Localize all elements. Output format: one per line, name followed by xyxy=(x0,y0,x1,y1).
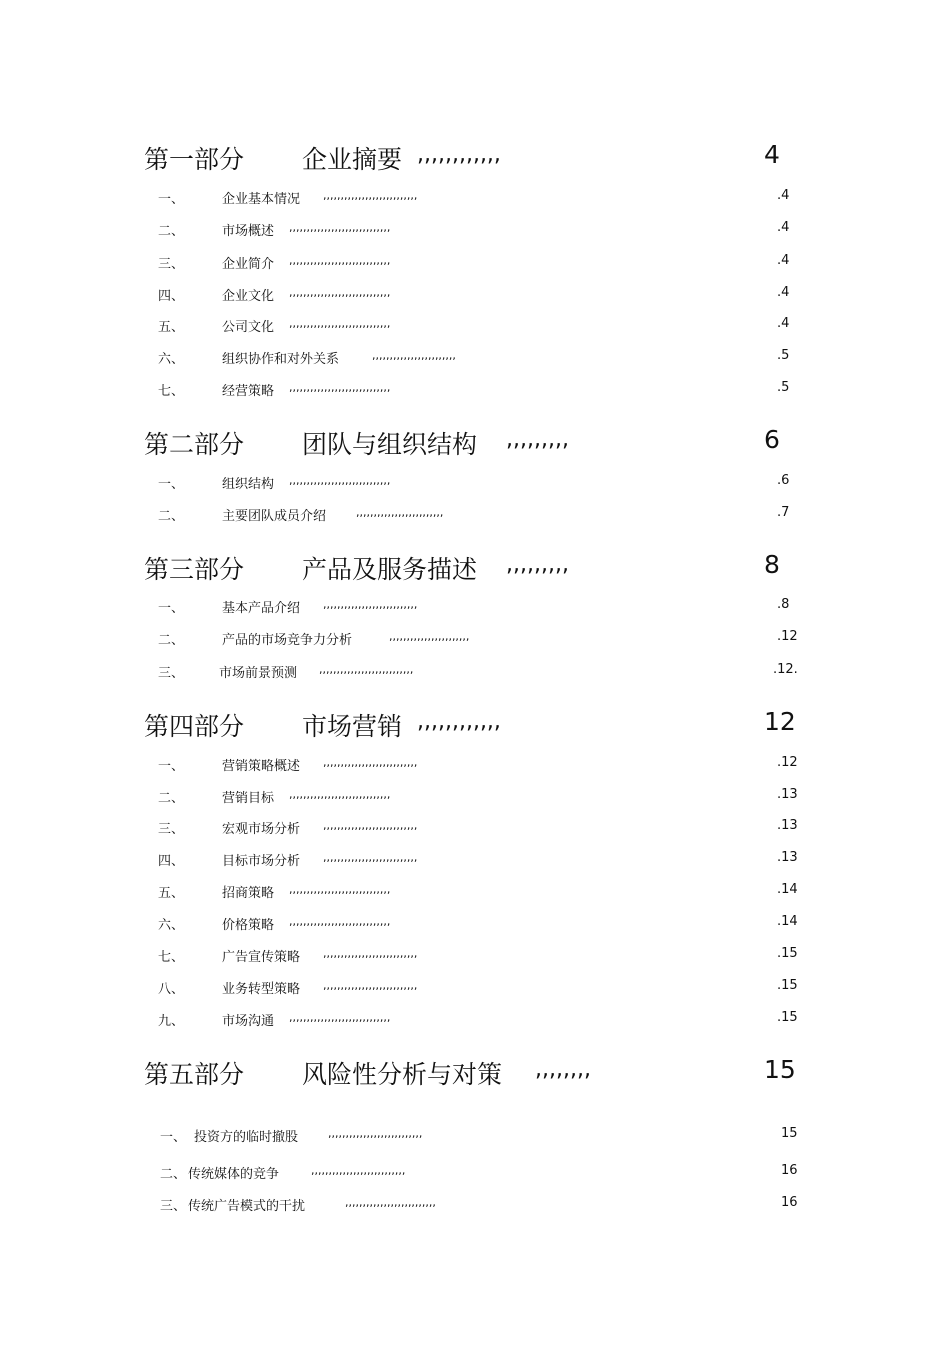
item-page-number: .4 xyxy=(777,253,790,268)
item-leader-dots: ,,,,,,,,,,,,,,,,,,,,,,,,,,,,, xyxy=(289,915,391,928)
toc-item xyxy=(0,914,950,932)
toc-section-4 xyxy=(0,707,950,739)
item-leader-dots: ,,,,,,,,,,,,,,,,,,,,,,,,,,,,, xyxy=(289,381,391,394)
item-number: 七、 xyxy=(158,950,185,965)
item-number: 一、 xyxy=(158,759,185,774)
toc-item xyxy=(0,380,950,398)
item-title: 企业简介 xyxy=(222,257,275,272)
item-title: 营销策略概述 xyxy=(222,759,301,774)
item-number: 一、 xyxy=(158,477,185,492)
item-number: 二、 xyxy=(158,633,185,648)
toc-item xyxy=(0,285,950,303)
item-page-number: .12. xyxy=(773,662,798,677)
item-leader-dots: ,,,,,,,,,,,,,,,,,,,,,,,,,,, xyxy=(323,819,418,832)
item-title: 传统广告模式的干扰 xyxy=(188,1199,306,1214)
toc-item xyxy=(0,755,950,773)
section-part: 第一部分 xyxy=(144,145,245,174)
item-title: 组织协作和对外关系 xyxy=(222,352,340,367)
section-leader-dots: ,,,,,,,,,,,, xyxy=(417,142,501,167)
toc-item xyxy=(0,1163,950,1181)
toc-item xyxy=(0,946,950,964)
item-page-number: 16 xyxy=(781,1195,798,1210)
toc-item xyxy=(0,662,950,680)
item-title: 价格策略 xyxy=(222,918,275,933)
section-leader-dots: ,,,,,,,,, xyxy=(506,427,569,452)
item-page-number: .8 xyxy=(777,597,790,612)
item-title: 企业基本情况 xyxy=(222,192,301,207)
item-number: 七、 xyxy=(158,384,185,399)
item-title: 市场沟通 xyxy=(222,1014,275,1029)
item-page-number: 16 xyxy=(781,1163,798,1178)
section-page-number: 8 xyxy=(764,550,780,579)
item-page-number: .13 xyxy=(777,818,798,833)
item-title: 广告宣传策略 xyxy=(222,950,301,965)
item-page-number: .13 xyxy=(777,787,798,802)
item-page-number: .6 xyxy=(777,473,790,488)
item-title: 组织结构 xyxy=(222,477,275,492)
toc-item xyxy=(0,316,950,334)
toc-item xyxy=(0,978,950,996)
item-title: 宏观市场分析 xyxy=(222,822,301,837)
toc-item xyxy=(0,473,950,491)
item-title: 公司文化 xyxy=(222,320,275,335)
item-leader-dots: ,,,,,,,,,,,,,,,,,,,,,,,,,,,,, xyxy=(289,254,391,267)
item-page-number: .12 xyxy=(777,629,798,644)
item-leader-dots: ,,,,,,,,,,,,,,,,,,,,,,,,,, xyxy=(345,1196,436,1209)
item-leader-dots: ,,,,,,,,,,,,,,,,,,,,,,,,,,,,, xyxy=(289,317,391,330)
item-number: 九、 xyxy=(158,1014,185,1029)
item-number: 三、 xyxy=(158,822,185,837)
item-leader-dots: ,,,,,,,,,,,,,,,,,,,,,,,, xyxy=(372,349,456,362)
item-number: 三、 xyxy=(158,666,185,681)
section-part: 第五部分 xyxy=(144,1060,245,1089)
item-leader-dots: ,,,,,,,,,,,,,,,,,,,,,,,,,,, xyxy=(323,598,418,611)
section-title: 企业摘要 xyxy=(302,145,403,174)
item-title: 投资方的临时撤股 xyxy=(194,1130,299,1145)
item-title: 业务转型策略 xyxy=(222,982,301,997)
toc-item xyxy=(0,348,950,366)
item-number: 一、 xyxy=(160,1130,187,1145)
section-page-number: 6 xyxy=(764,425,780,454)
toc-item xyxy=(0,850,950,868)
section-page-number: 4 xyxy=(764,140,780,169)
item-leader-dots: ,,,,,,,,,,,,,,,,,,,,,,,,,,,,, xyxy=(289,788,391,801)
toc-item xyxy=(0,1195,950,1213)
item-page-number: .5 xyxy=(777,348,790,363)
item-leader-dots: ,,,,,,,,,,,,,,,,,,,,,,,,,,,,, xyxy=(289,883,391,896)
toc-item xyxy=(0,597,950,615)
item-page-number: .14 xyxy=(777,914,798,929)
item-page-number: .4 xyxy=(777,316,790,331)
item-title: 经营策略 xyxy=(222,384,275,399)
item-leader-dots: ,,,,,,,,,,,,,,,,,,,,,,, xyxy=(389,630,470,643)
section-leader-dots: ,,,,,,,, xyxy=(535,1057,591,1082)
section-page-number: 12 xyxy=(764,707,796,736)
section-title: 风险性分析与对策 xyxy=(302,1060,503,1089)
item-title: 企业文化 xyxy=(222,289,275,304)
item-title: 传统媒体的竞争 xyxy=(188,1167,280,1182)
item-number: 八、 xyxy=(158,982,185,997)
item-number: 四、 xyxy=(158,289,185,304)
item-page-number: .5 xyxy=(777,380,790,395)
item-number: 五、 xyxy=(158,886,185,901)
toc-item xyxy=(0,629,950,647)
section-title: 产品及服务描述 xyxy=(302,555,478,584)
section-leader-dots: ,,,,,,,,,,,, xyxy=(417,709,501,734)
toc-section-5 xyxy=(0,1055,950,1087)
item-page-number: .15 xyxy=(777,946,798,961)
item-title: 基本产品介绍 xyxy=(222,601,301,616)
item-page-number: 15 xyxy=(781,1126,798,1141)
item-number: 一、 xyxy=(158,192,185,207)
toc-item xyxy=(0,882,950,900)
item-leader-dots: ,,,,,,,,,,,,,,,,,,,,,,,,,,, xyxy=(319,663,414,676)
toc-item xyxy=(0,220,950,238)
section-page-number: 15 xyxy=(764,1055,796,1084)
item-page-number: .14 xyxy=(777,882,798,897)
item-number: 三、 xyxy=(160,1199,187,1214)
item-page-number: .7 xyxy=(777,505,790,520)
item-title: 市场前景预测 xyxy=(219,666,298,681)
item-page-number: .15 xyxy=(777,1010,798,1025)
item-number: 一、 xyxy=(158,601,185,616)
item-title: 产品的市场竞争力分析 xyxy=(222,633,353,648)
item-page-number: .4 xyxy=(777,188,790,203)
item-title: 招商策略 xyxy=(222,886,275,901)
item-page-number: .4 xyxy=(777,220,790,235)
section-title: 市场营销 xyxy=(302,712,403,741)
toc-section-3 xyxy=(0,550,950,582)
item-title: 营销目标 xyxy=(222,791,275,806)
section-part: 第三部分 xyxy=(144,555,245,584)
item-page-number: .4 xyxy=(777,285,790,300)
item-leader-dots: ,,,,,,,,,,,,,,,,,,,,,,,,,,, xyxy=(328,1127,423,1140)
item-number: 三、 xyxy=(158,257,185,272)
item-leader-dots: ,,,,,,,,,,,,,,,,,,,,,,,,,,, xyxy=(323,979,418,992)
toc-item xyxy=(0,253,950,271)
item-number: 六、 xyxy=(158,352,185,367)
item-number: 四、 xyxy=(158,854,185,869)
toc-item xyxy=(0,1126,950,1144)
item-leader-dots: ,,,,,,,,,,,,,,,,,,,,,,,,, xyxy=(356,506,444,519)
item-leader-dots: ,,,,,,,,,,,,,,,,,,,,,,,,,,, xyxy=(323,851,418,864)
toc-item xyxy=(0,188,950,206)
section-title: 团队与组织结构 xyxy=(302,430,478,459)
item-leader-dots: ,,,,,,,,,,,,,,,,,,,,,,,,,,,,, xyxy=(289,1011,391,1024)
item-number: 二、 xyxy=(160,1167,187,1182)
toc-item xyxy=(0,787,950,805)
item-leader-dots: ,,,,,,,,,,,,,,,,,,,,,,,,,,, xyxy=(323,189,418,202)
toc-item xyxy=(0,818,950,836)
item-title: 主要团队成员介绍 xyxy=(222,509,327,524)
item-number: 二、 xyxy=(158,509,185,524)
toc-section-1 xyxy=(0,140,950,172)
item-number: 五、 xyxy=(158,320,185,335)
item-leader-dots: ,,,,,,,,,,,,,,,,,,,,,,,,,,, xyxy=(323,756,418,769)
item-number: 二、 xyxy=(158,791,185,806)
toc-item xyxy=(0,505,950,523)
item-title: 目标市场分析 xyxy=(222,854,301,869)
toc-item xyxy=(0,1010,950,1028)
item-page-number: .15 xyxy=(777,978,798,993)
item-leader-dots: ,,,,,,,,,,,,,,,,,,,,,,,,,,,,, xyxy=(289,221,391,234)
item-leader-dots: ,,,,,,,,,,,,,,,,,,,,,,,,,,,,, xyxy=(289,286,391,299)
toc-section-2 xyxy=(0,425,950,457)
item-page-number: .12 xyxy=(777,755,798,770)
section-leader-dots: ,,,,,,,,, xyxy=(506,552,569,577)
item-leader-dots: ,,,,,,,,,,,,,,,,,,,,,,,,,,, xyxy=(311,1164,406,1177)
section-part: 第二部分 xyxy=(144,430,245,459)
item-page-number: .13 xyxy=(777,850,798,865)
section-part: 第四部分 xyxy=(144,712,245,741)
item-leader-dots: ,,,,,,,,,,,,,,,,,,,,,,,,,,,,, xyxy=(289,474,391,487)
item-title: 市场概述 xyxy=(222,224,275,239)
item-number: 六、 xyxy=(158,918,185,933)
item-leader-dots: ,,,,,,,,,,,,,,,,,,,,,,,,,,, xyxy=(323,947,418,960)
item-number: 二、 xyxy=(158,224,185,239)
